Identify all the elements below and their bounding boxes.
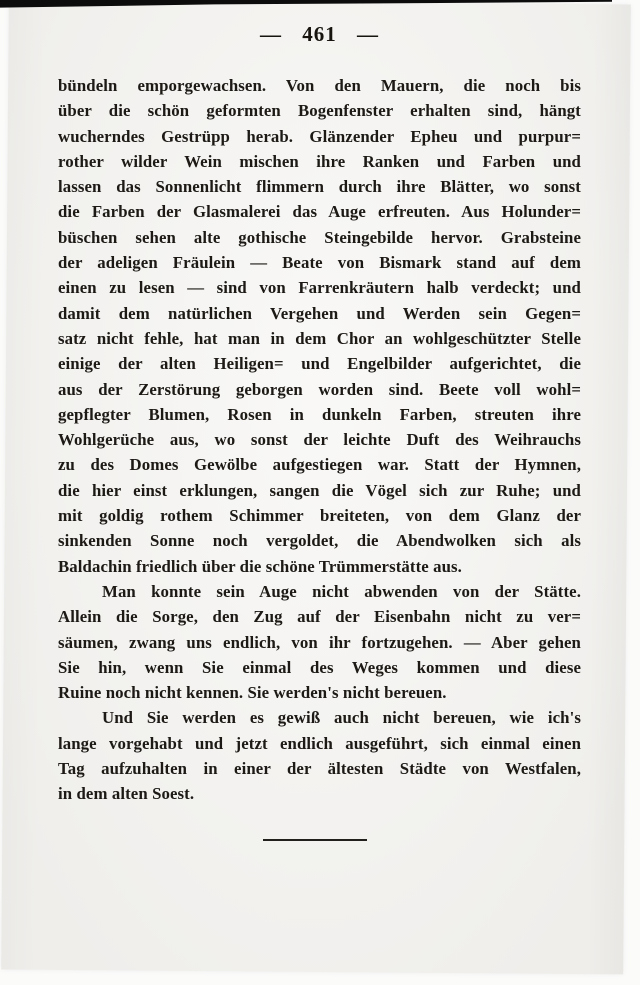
text-line: gepflegter Blumen, Rosen in dunkeln Farben, streuten ihre (58, 404, 581, 424)
text-line: Wohlgerüche aus, wo sonst der leichte Duft des Weihrauchs (58, 430, 581, 450)
text-line: sinkenden Sonne noch vergoldet, die Abendwolken sich als (58, 531, 581, 551)
text-line: lassen das Sonnenlicht flimmern durch ihre Blätter, wo sonst (58, 177, 581, 197)
text-line: Allein die Sorge, den Zug auf der Eisenbahn nicht zu ver= (58, 607, 581, 627)
text-line: die hier einst erklungen, sangen die Vögel sich zur Ruhe; und (58, 480, 581, 500)
text-line: aus der Zerstörung geborgen worden sind. Beete voll wohl= (58, 379, 581, 399)
text-line: einige der alten Heiligen= und Engelbilder aufgerichtet, die (58, 354, 581, 374)
text-line: in dem alten Soest. (58, 784, 195, 804)
page-number: — 461 — (260, 22, 379, 46)
text-line: der adeligen Fräulein — Beate von Bismark stand auf dem (58, 253, 581, 273)
text-line: Ruine noch nicht kennen. Sie werden's nicht bereuen. (58, 683, 447, 703)
text-line: wucherndes Gestrüpp herab. Glänzender Epheu und purpur= (58, 126, 581, 146)
text-line: über die schön geformten Bogenfenster erhalten sind, hängt (58, 101, 581, 121)
text-line: bündeln emporgewachsen. Von den Mauern, die noch bis (58, 76, 581, 95)
text-line: Baldachin friedlich über die schöne Trümmerstätte aus. (58, 556, 462, 576)
text-line: Und Sie werden es gewiß auch nicht bereuen, wie ich's (102, 708, 581, 728)
text-line: die Farben der Glasmalerei das Auge erfreuten. Aus Holunder= (58, 202, 581, 222)
text-line: satz nicht fehle, hat man in dem Chor an wohlgeschützter Stelle (58, 328, 581, 348)
body-text (58, 73, 581, 807)
text-line: Tag aufzuhalten in einer der ältesten Städte von Westfalen, (58, 759, 581, 779)
text-line: säumen, zwang uns endlich, von ihr fortzugehen. — Aber gehen (58, 632, 581, 652)
text-line: Sie hin, wenn Sie einmal des Weges kommen und diese (58, 657, 581, 677)
text-line: damit dem natürlichen Vergehen und Werden sein Gegen= (58, 303, 581, 323)
text-line: lange vorgehabt und jetzt endlich ausgeführt, sich einmal einen (58, 733, 581, 753)
section-divider (263, 839, 367, 841)
text-line: büschen sehen alte gothische Steingebilde hervor. Grabsteine (58, 227, 581, 247)
text-line: Man konnte sein Auge nicht abwenden von der Stätte. (102, 581, 581, 601)
text-line: zu des Domes Gewölbe aufgestiegen war. Statt der Hymnen, (58, 455, 581, 475)
text-line: mit goldig rothem Schimmer breiteten, von dem Glanz der (58, 506, 581, 526)
text-line: rother wilder Wein mischen ihre Ranken und Farben und (58, 151, 581, 171)
text-line: einen zu lesen — sind von Farrenkräutern halb verdeckt; und (58, 278, 581, 298)
